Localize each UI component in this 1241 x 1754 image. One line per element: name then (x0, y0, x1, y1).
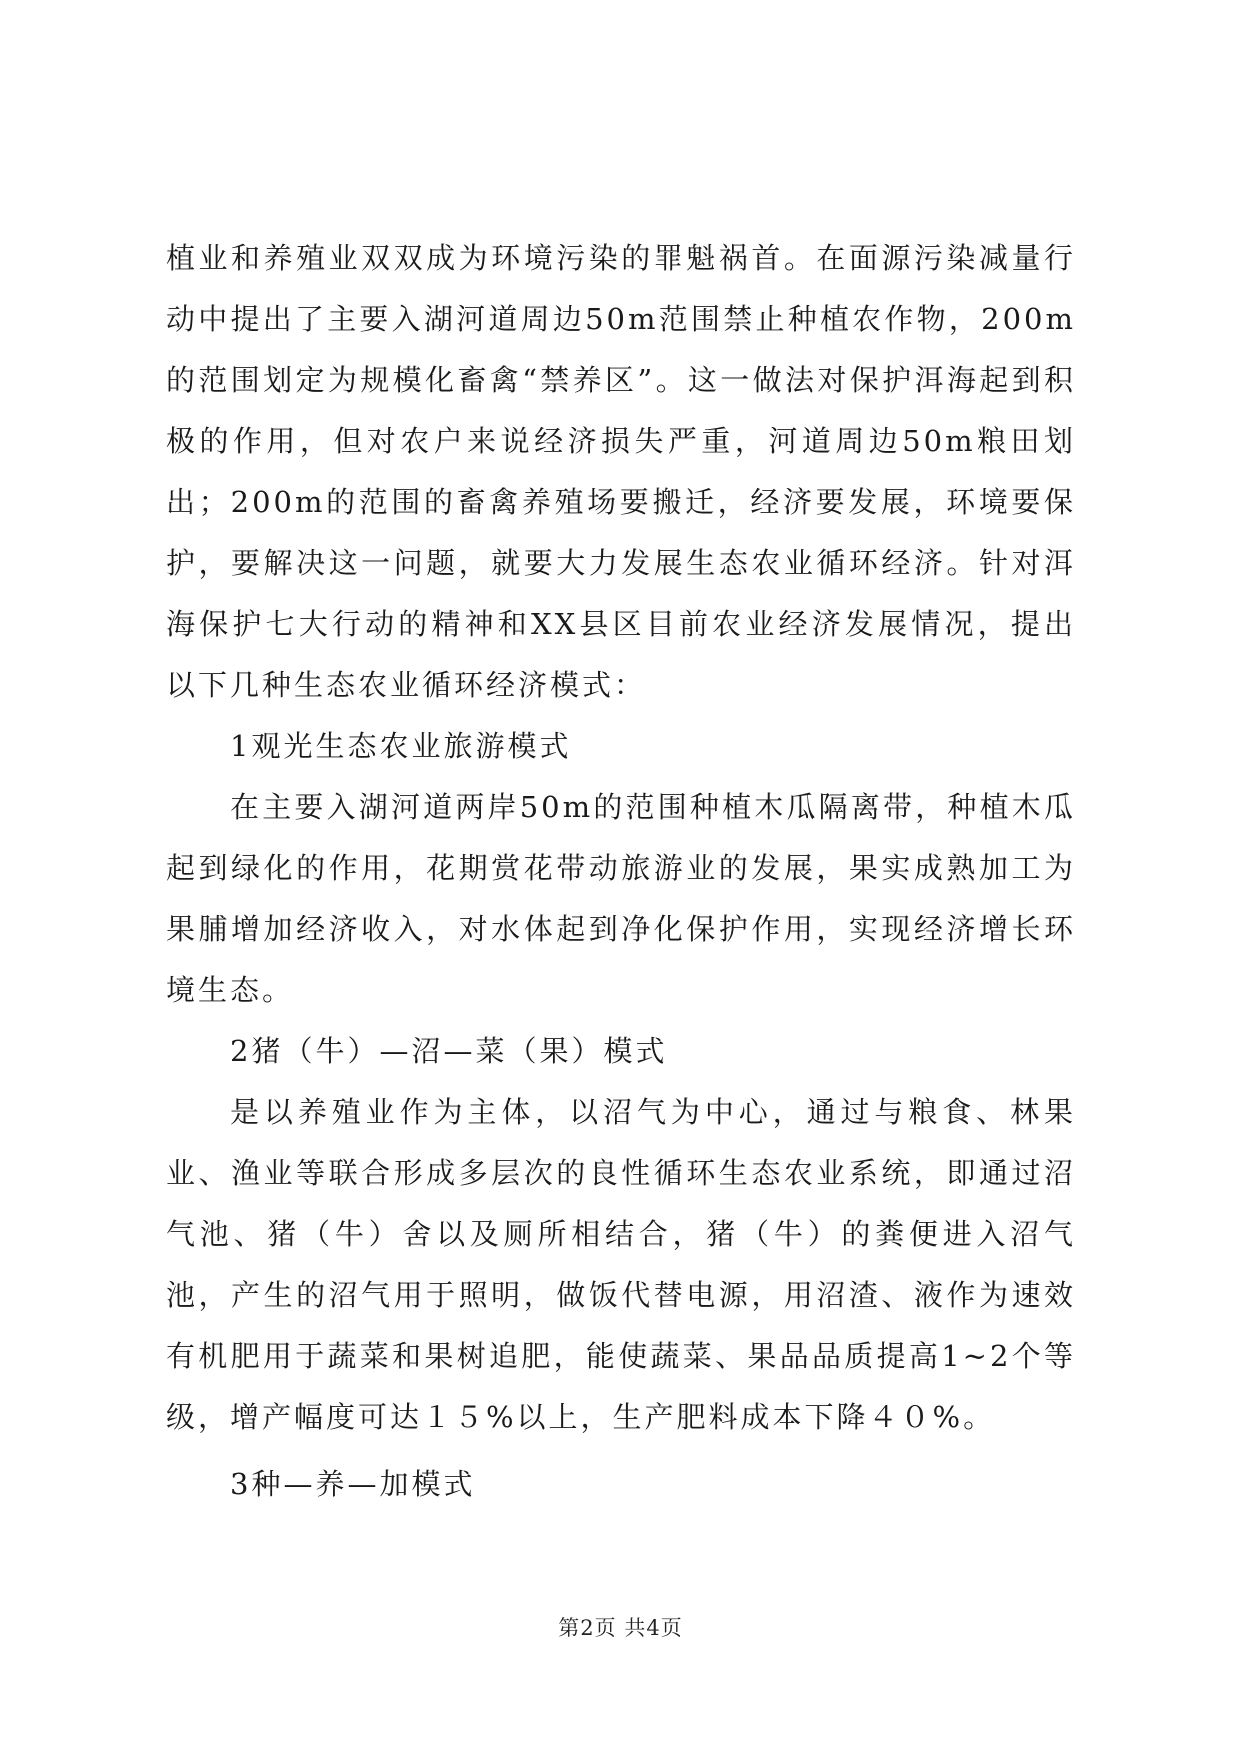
paragraph-tourism-model: 在主要入湖河道两岸50m的范围种植木瓜隔离带，种植木瓜起到绿化的作用，花期赏花带动旅游业的发展，果实成熟加工为果脯增加经济收入，对水体起到净化保护作用，实现经济增长环境生态。 (166, 790, 1076, 1007)
section-heading-3: 3种—养—加模式 (230, 1467, 476, 1501)
paragraph-biogas-model: 是以养殖业作为主体，以沼气为中心，通过与粮食、林果业、渔业等联合形成多层次的良性循环生态农业系统，即通过沼气池、猪（牛）舍以及厕所相结合，猪（牛）的粪便进入沼气池，产生的沼气用于照明，做饭代替电源，用沼渣、液作为速效有机肥用于蔬菜和果树追肥，能使蔬菜、果品品质提高1~2个等级，增产幅度可达１５%以上，生产肥料成本下降４０%。 (166, 1095, 1076, 1434)
document-body (166, 228, 1076, 1515)
section-heading-2: 2猪（牛）—沼—菜（果）模式 (230, 1034, 668, 1068)
page-number-footer: 第2页 共4页 (558, 1616, 683, 1640)
paragraph-continued: 植业和养殖业双双成为环境污染的罪魁祸首。在面源污染减量行动中提出了主要入湖河道周边50m范围禁止种植农作物，200m的范围划定为规模化畜禽“禁养区”。这一做法对保护洱海起到积极的作用，但对农户来说经济损失严重，河道周边50m粮田划出；200m的范围的畜禽养殖场要搬迁，经济要发展，环境要保护，要解决这一问题，就要大力发展生态农业循环经济。针对洱海保护七大行动的精神和XX县区目前农业经济发展情况，提出以下几种生态农业循环经济模式： (166, 241, 1076, 702)
section-heading-1: 1观光生态农业旅游模式 (230, 729, 572, 763)
